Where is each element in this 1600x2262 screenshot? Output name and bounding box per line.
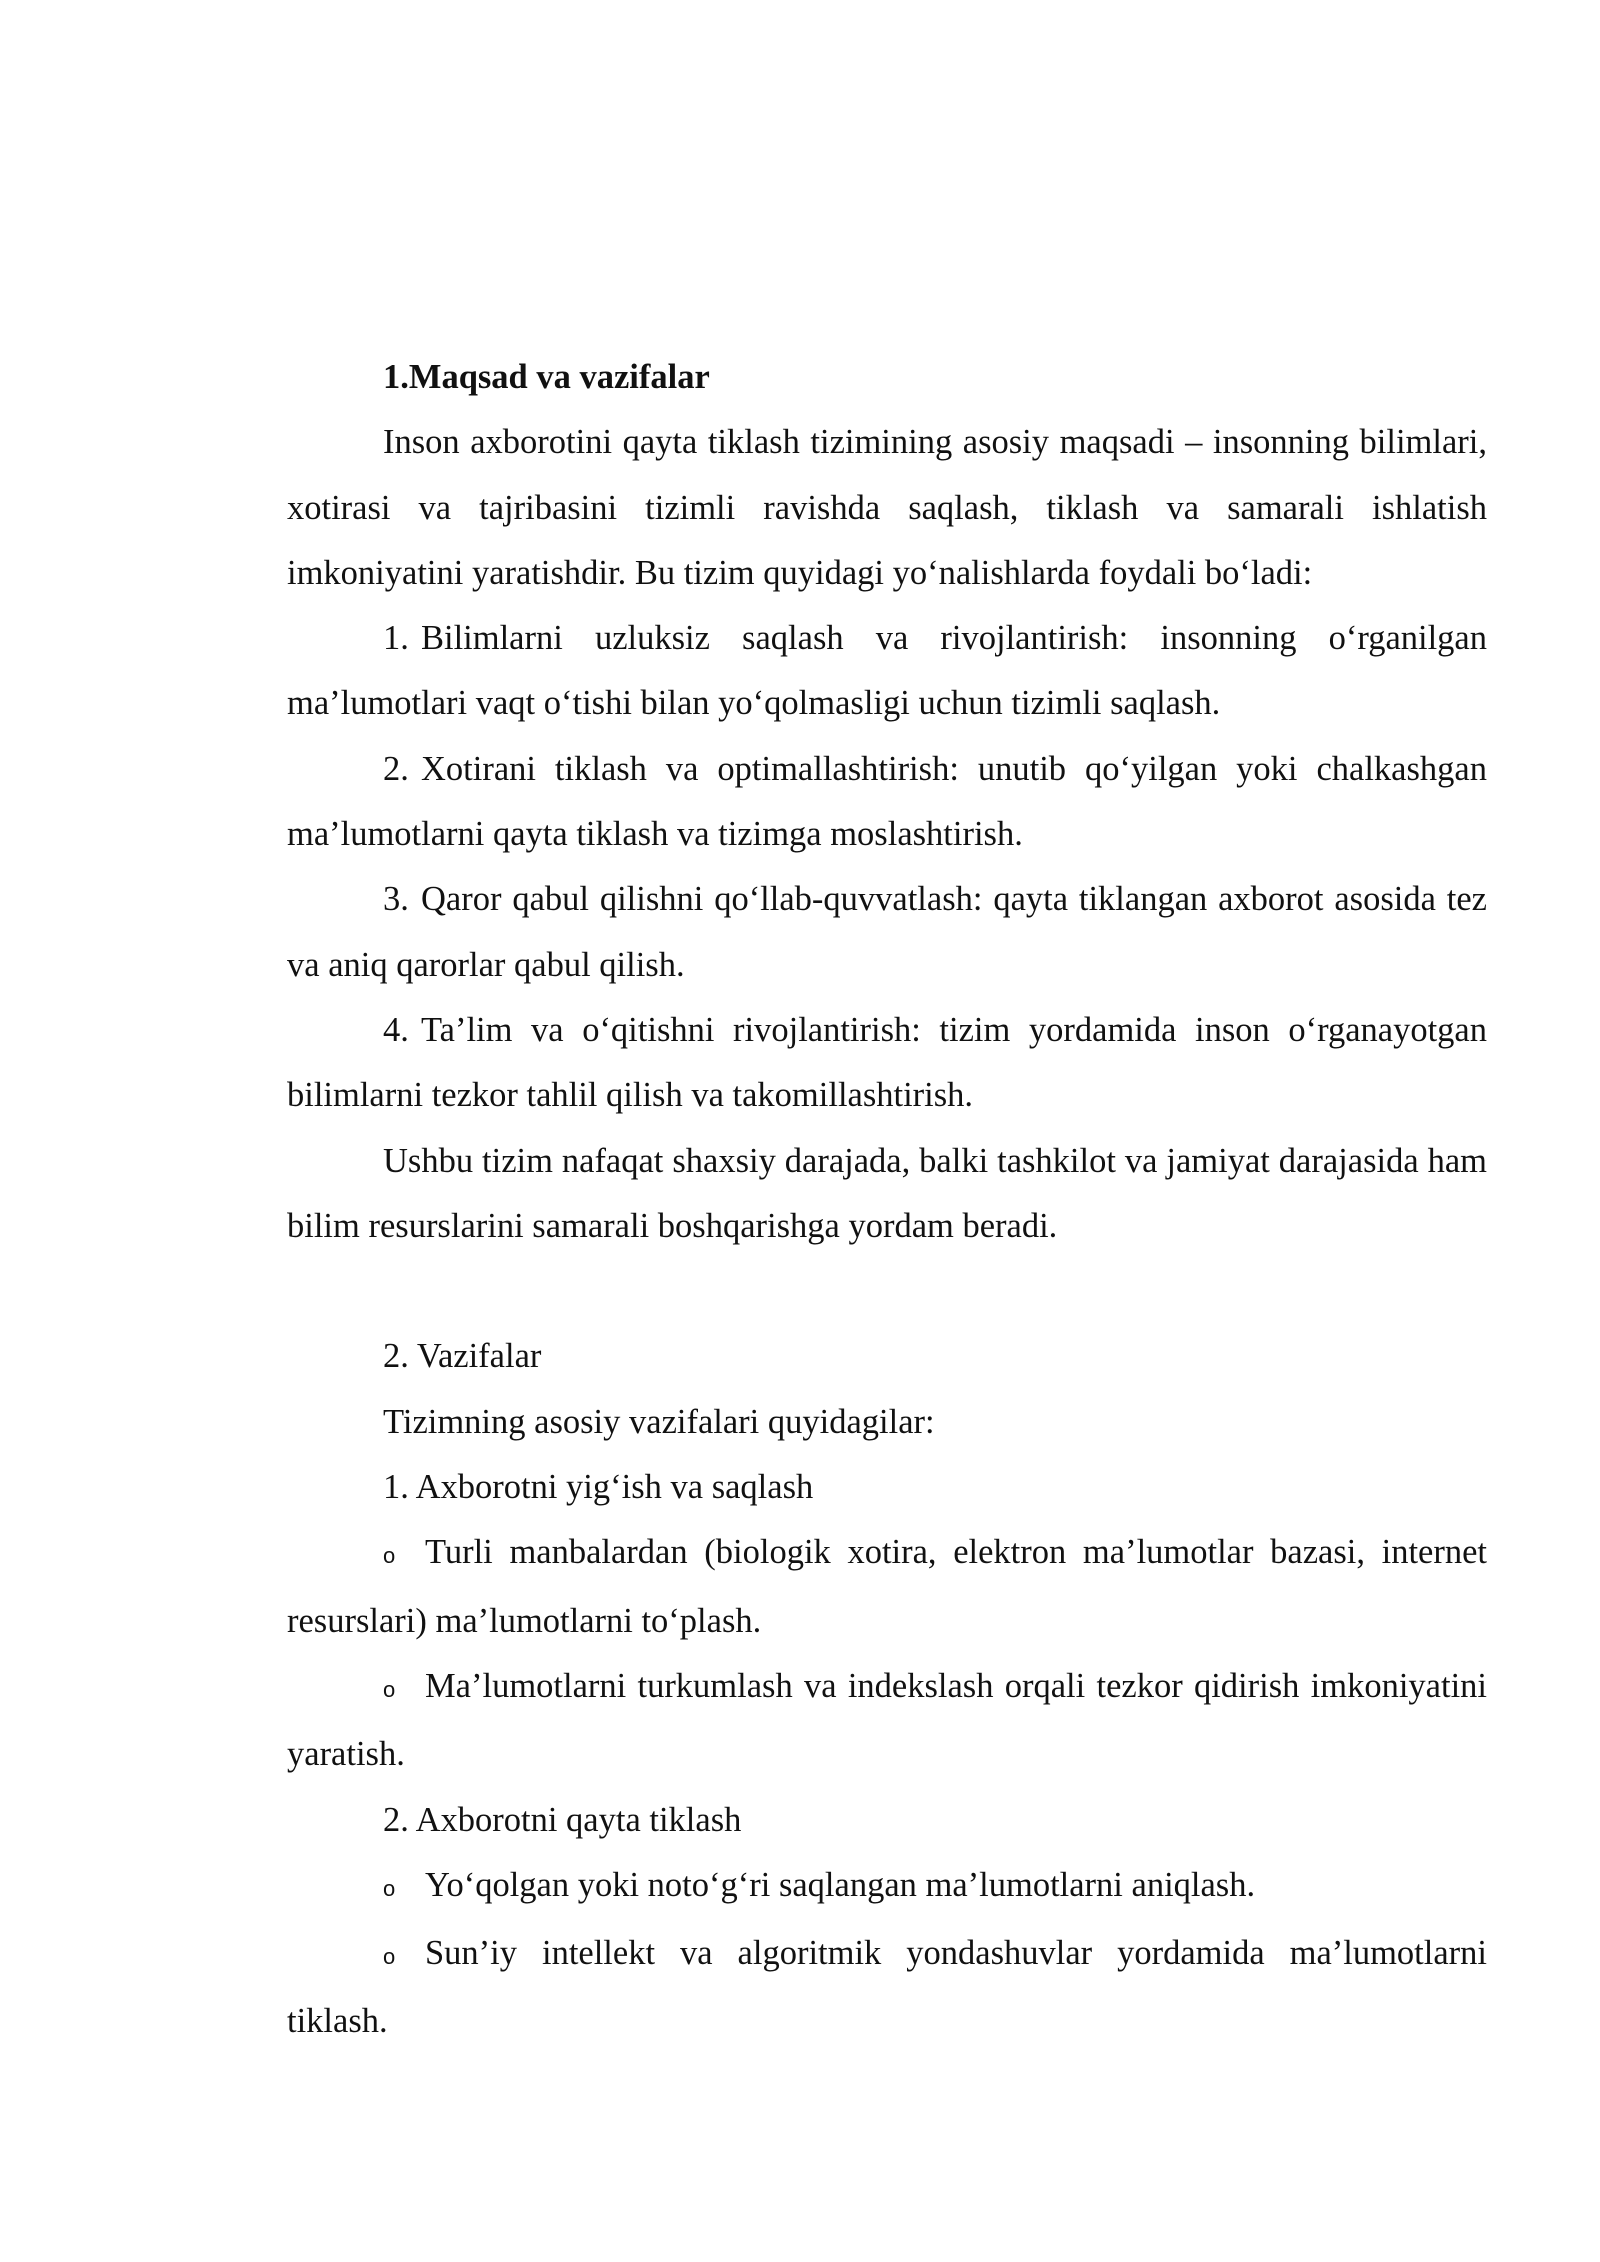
bullet-item bbox=[287, 1520, 1487, 1654]
bullet-icon: o bbox=[383, 1875, 396, 1901]
bullet-text: Ma’lumotlarni turkumlash va indekslash orqali tezkor qidirish imkoniyatini yaratish. bbox=[287, 1666, 1487, 1774]
list-item-text: Bilimlarni uzluksiz saqlash va rivojlantirish: insonning o‘rganilgan ma’lumotlari vaqt o‘tishi bilan yo‘qolmasligi uchun tizimli saqlash. bbox=[287, 619, 1487, 723]
section-2-title: 2. Vazifalar bbox=[383, 1337, 542, 1376]
bullet-item bbox=[287, 1654, 1487, 1788]
list-item bbox=[287, 737, 1487, 868]
list-item-text: Qaror qabul qilishni qo‘llab-quvvatlash: qayta tiklangan axborot asosida tez va aniq qarorlar qabul qilish. bbox=[287, 880, 1487, 984]
section-2-intro: Tizimning asosiy vazifalari quyidagilar: bbox=[383, 1402, 935, 1441]
section-1-intro: Inson axborotini qayta tiklash tizimining asosiy maqsadi – insonning bilimlari, xotirasi va tajribasini tizimli ravishda saqlash, tiklash va samarali ishlatish imkoniyatini yaratishdir. Bu tizim quyidagi yo‘nalishlarda foydali bo‘ladi: bbox=[287, 423, 1487, 592]
bullet-text: Turli manbalardan (biologik xotira, elektron ma’lumotlar bazasi, internet resurslari) ma’lumotlarni to‘plash. bbox=[287, 1533, 1487, 1640]
subsection-heading: 1. Axborotni yig‘ish va saqlash bbox=[383, 1468, 814, 1507]
section-1-title: 1.Maqsad va vazifalar bbox=[383, 358, 710, 396]
list-item-number: 1. bbox=[383, 619, 409, 658]
list-item bbox=[287, 606, 1487, 737]
bullet-icon: o bbox=[383, 1543, 396, 1569]
document-page bbox=[287, 345, 1487, 2055]
bullet-text: Sun’iy intellekt va algoritmik yondashuvlar yordamida ma’lumotlarni tiklash. bbox=[287, 1934, 1487, 2041]
bullet-icon: o bbox=[383, 1676, 396, 1702]
list-item-number: 4. bbox=[383, 1010, 409, 1049]
list-item bbox=[287, 867, 1487, 998]
bullet-item bbox=[287, 1853, 1487, 1921]
list-item bbox=[287, 998, 1487, 1129]
list-item-number: 2. bbox=[383, 749, 409, 788]
list-item-number: 3. bbox=[383, 880, 409, 919]
bullet-item bbox=[287, 1921, 1487, 2055]
bullet-icon: o bbox=[383, 1944, 396, 1970]
bullet-text: Yo‘qolgan yoki noto‘g‘ri saqlangan ma’lumotlarni aniqlash. bbox=[425, 1865, 1256, 1904]
list-item-text: Ta’lim va o‘qitishni rivojlantirish: tizim yordamida inson o‘rganayotgan bilimlarni tezkor tahlil qilish va takomillashtirish. bbox=[287, 1010, 1487, 1115]
subsection-heading: 2. Axborotni qayta tiklash bbox=[383, 1800, 742, 1839]
blank-line bbox=[287, 1259, 1487, 1324]
list-item-text: Xotirani tiklash va optimallashtirish: unutib qo‘yilgan yoki chalkashgan ma’lumotlarni qayta tiklash va tizimga moslashtirish. bbox=[287, 749, 1487, 854]
section-1-closing: Ushbu tizim nafaqat shaxsiy darajada, balki tashkilot va jamiyat darajasida ham bilim resurslarini samarali boshqarishga yordam beradi. bbox=[287, 1141, 1487, 1245]
